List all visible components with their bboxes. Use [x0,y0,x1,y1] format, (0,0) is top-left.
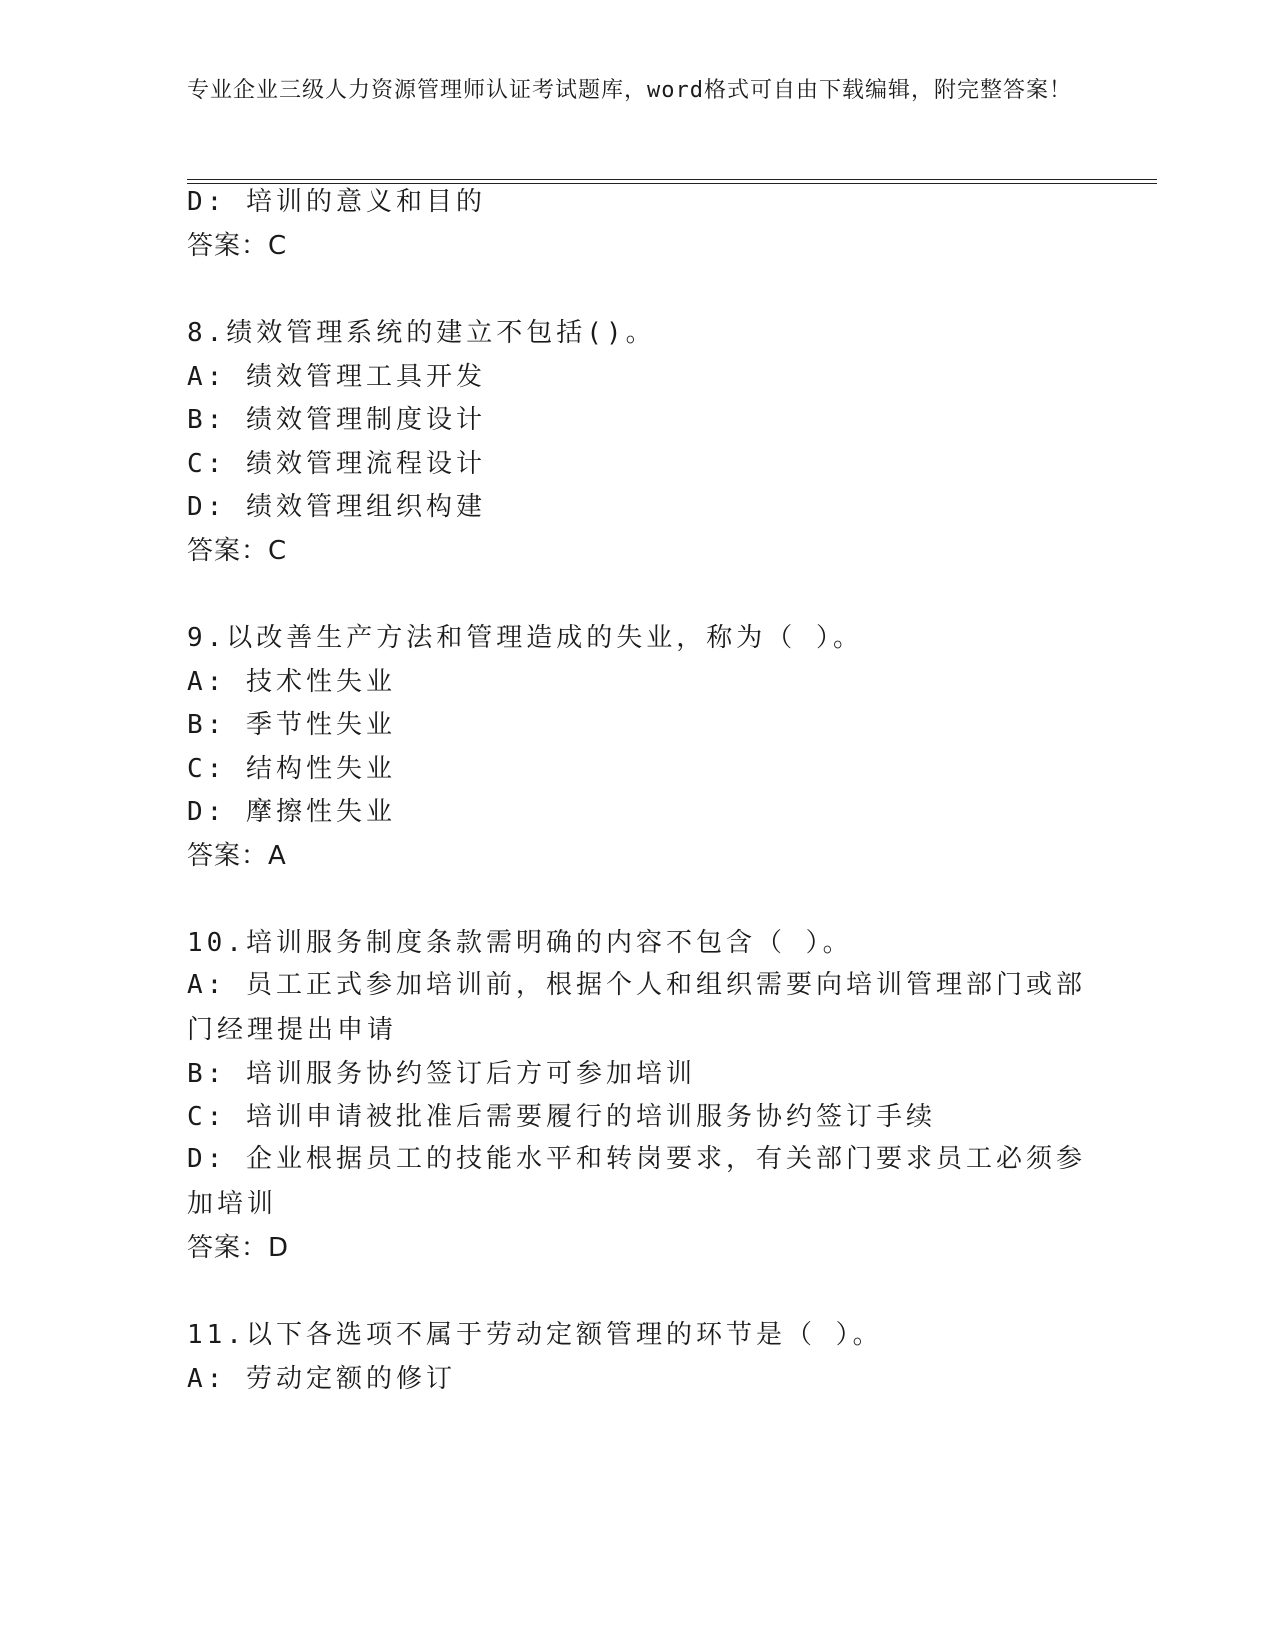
q8-answer: 答案：C [187,536,288,566]
q8-option-a: A: 绩效管理工具开发 [187,362,486,392]
q10-option-d: D: 企业根据员工的技能水平和转岗要求，有关部门要求员工必须参加培训 [187,1144,1086,1219]
q10-answer: 答案：D [187,1233,290,1263]
q9-question: 9.以改善生产方法和管理造成的失业，称为（ ）。 [187,623,863,653]
q8-option-d: D: 绩效管理组织构建 [187,492,486,522]
q8-question: 8.绩效管理系统的建立不包括()。 [187,318,656,348]
q10-option-c: C: 培训申请被批准后需要履行的培训服务协约签订手续 [187,1102,936,1132]
q11-question: 11.以下各选项不属于劳动定额管理的环节是（ ）。 [187,1320,883,1350]
q10-option-a: A: 员工正式参加培训前，根据个人和组织需要向培训管理部门或部门经理提出申请 [187,970,1086,1045]
q9-option-c: C: 结构性失业 [187,754,396,784]
q9-option-b: B: 季节性失业 [187,710,396,740]
q10-question: 10.培训服务制度条款需明确的内容不包含（ ）。 [187,928,853,958]
q7-answer: 答案：C [187,231,288,261]
q9-answer: 答案：A [187,841,287,871]
q10-option-b: B: 培训服务协约签订后方可参加培训 [187,1059,696,1089]
q7-option-d: D: 培训的意义和目的 [187,187,486,217]
q8-option-c: C: 绩效管理流程设计 [187,449,486,479]
q9-option-a: A: 技术性失业 [187,667,396,697]
document-header: 专业企业三级人力资源管理师认证考试题库，word格式可自由下载编辑，附完整答案！ [187,78,1072,103]
q9-option-d: D: 摩擦性失业 [187,797,396,827]
header-divider [187,179,1157,184]
q8-option-b: B: 绩效管理制度设计 [187,405,486,435]
q11-option-a: A: 劳动定额的修订 [187,1364,456,1394]
